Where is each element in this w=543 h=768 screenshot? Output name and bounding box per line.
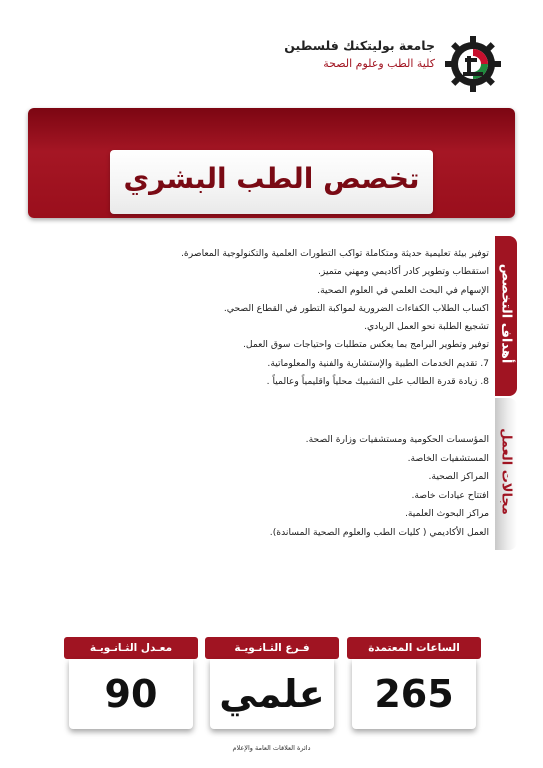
stat-value: 265	[352, 659, 476, 729]
list-item: المؤسسات الحكومية ومستشفيات وزارة الصحة.	[305, 434, 489, 445]
tab-objectives-label: أهداف التخصص	[498, 263, 514, 364]
tab-careers-label: مجالات العمل	[498, 428, 514, 515]
faculty-name: كلية الطب وعلوم الصحة	[323, 57, 435, 70]
footer-text: دائرة العلاقات العامة والإعلام	[232, 744, 311, 752]
list-item: استقطاب وتطوير كادر أكاديمي ومهني متميز.	[318, 266, 489, 278]
list-item: المراكز الصحية.	[428, 471, 489, 482]
stat-card-school-average	[64, 637, 198, 729]
stat-card-school-branch	[205, 637, 339, 729]
stat-value: 90	[69, 659, 193, 729]
list-item: افتتاح عيادات خاصة.	[411, 489, 489, 501]
university-logo	[443, 34, 503, 94]
list-item: توفير وتطوير البرامج بما يعكس متطلبات واحتياجات سوق العمل.	[242, 339, 489, 351]
list-item: المستشفيات الخاصة.	[407, 452, 489, 464]
list-item: الإسهام في البحث العلمي في العلوم الصحية.	[317, 284, 489, 296]
list-item: 7. تقديم الخدمات الطبية والإستشارية والفنية والمعلوماتية.	[267, 357, 489, 369]
page-title: تخصص الطب البشري	[123, 162, 420, 195]
list-item: العمل الأكاديمي ( كليات الطب والعلوم الصحية المساندة).	[269, 526, 489, 538]
stat-label: فـرع الثـانـويـة	[205, 637, 339, 659]
stat-card-credit-hours	[347, 637, 481, 729]
stat-label: الساعات المعتمدة	[347, 637, 481, 659]
university-name: جامعة بوليتكنك فلسطين	[284, 38, 435, 53]
list-item: اكساب الطلاب الكفاءات الضرورية لمواكبة التطور في القطاع الصحي.	[223, 302, 489, 314]
list-item: مراكز البحوث العلمية.	[404, 508, 489, 519]
list-item: 8. زيادة قدرة الطالب على التشبيك محلياً واقليمياً وعالمياً .	[266, 376, 489, 388]
objectives-list	[181, 245, 489, 391]
list-item: توفير بيئة تعليمية حديثة ومتكاملة تواكب التطورات العلمية والتكنولوجية المعاصرة.	[180, 248, 489, 259]
tab-careers	[495, 398, 517, 550]
tab-objectives	[495, 236, 517, 396]
careers-list	[270, 431, 489, 542]
stat-value: علمي	[210, 659, 334, 729]
stat-label: معـدل الثـانـويـة	[64, 637, 198, 659]
list-item: تشجيع الطلبة نحو العمل الريادي.	[364, 321, 489, 333]
